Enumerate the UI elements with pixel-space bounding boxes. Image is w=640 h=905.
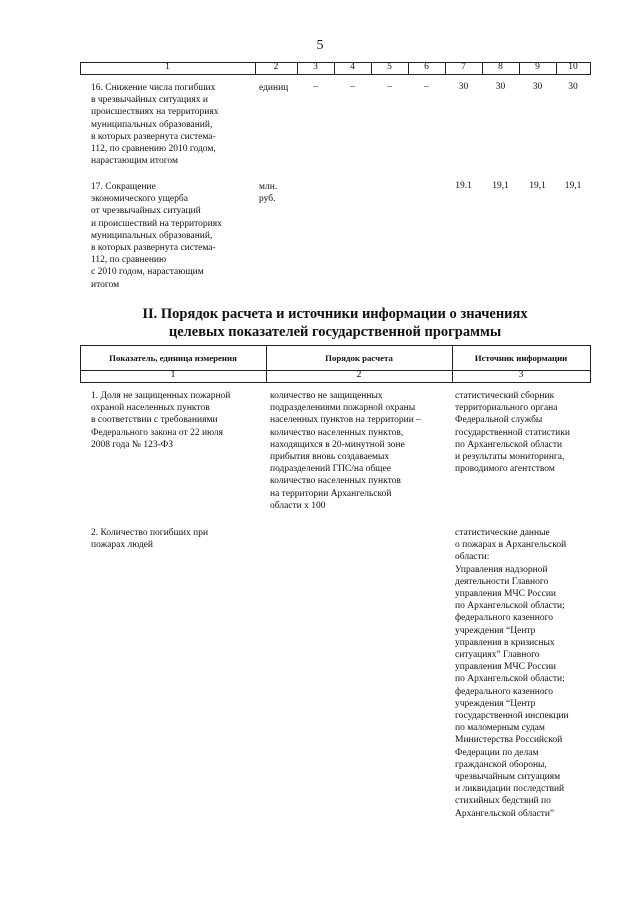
text-line: от чрезвычайных ситуаций — [91, 206, 201, 217]
text-line: итогом — [91, 279, 120, 290]
top-col-number: 3 — [313, 62, 318, 72]
text-line: с 2010 годом, нарастающим — [91, 267, 204, 278]
text-line: учреждения “Центр — [455, 698, 536, 709]
source-text — [455, 527, 569, 820]
column-header-source: Источник информации — [474, 353, 568, 363]
text-line: гражданской обороны, — [455, 759, 547, 770]
text-line: 16. Снижение числа погибших — [91, 83, 216, 93]
section-title-line: целевых показателей государственной программы — [168, 324, 502, 340]
unit-text — [259, 181, 277, 205]
text-line: в соответствии с требованиями — [91, 415, 218, 426]
value-cell: 19,1 — [529, 181, 546, 191]
top-col-number: 4 — [350, 62, 355, 72]
value-cell: – — [387, 82, 392, 92]
text-line: количество не защищенных — [270, 391, 383, 401]
value-cell: – — [350, 82, 355, 92]
text-line: и ликвидации последствий — [455, 784, 565, 795]
text-line: на территории Архангельской — [270, 488, 392, 499]
top-col-number: 6 — [424, 62, 429, 72]
text-line: государственной статистики — [455, 427, 570, 438]
top-col-number: 10 — [568, 62, 578, 72]
page-number: 5 — [316, 38, 324, 53]
text-line: Федерации по делам — [455, 747, 539, 758]
column-header-method: Порядок расчета — [325, 353, 393, 363]
text-line: территориального органа — [455, 403, 558, 414]
column-header-indicator: Показатель, единица измерения — [109, 353, 237, 363]
value-cell: 19,1 — [564, 181, 582, 191]
unit-text: единиц — [259, 83, 289, 93]
text-line: Федеральной службы — [455, 415, 543, 426]
top-col-number: 5 — [387, 62, 392, 72]
indicator-text — [91, 82, 218, 167]
text-line: федерального казенного — [455, 613, 554, 624]
value-cell: 30 — [495, 82, 506, 92]
text-line: чрезвычайным ситуациям — [455, 772, 561, 783]
column-number: 2 — [356, 370, 362, 380]
text-line: учреждения “Центр — [455, 625, 536, 636]
text-line: населенных пунктов на территории – — [270, 415, 421, 426]
text-line: области: — [455, 552, 490, 563]
text-line: управления МЧС России — [455, 662, 556, 673]
text-line: подразделениями пожарной охраны — [270, 403, 416, 414]
text-line: государственной инспекции — [455, 711, 569, 722]
text-line: прибытия вновь создаваемых — [270, 452, 390, 463]
value-cell: 30 — [458, 82, 469, 92]
value-cell: – — [313, 82, 318, 92]
text-line: происшествиях на территориях — [91, 107, 219, 118]
text-line: проводимого агентством — [455, 464, 555, 475]
text-line: нарастающим итогом — [91, 156, 178, 167]
text-line: стихийных бедствий по — [455, 796, 551, 807]
top-table-border-bottom — [80, 74, 591, 75]
top-col-number: 1 — [165, 62, 170, 72]
text-line: и происшествий на территориях — [91, 218, 222, 229]
text-line: в которых развернута система- — [91, 131, 216, 142]
top-table-border-right — [590, 62, 591, 74]
value-cell: 30 — [568, 82, 578, 92]
text-line: по Архангельской области; — [455, 674, 565, 685]
value-cell: 19.1 — [455, 181, 472, 191]
text-line: экономического ущерба — [91, 194, 188, 205]
text-line: руб. — [259, 194, 276, 205]
text-line: 17. Сокращение — [91, 182, 156, 192]
column-number: 3 — [518, 370, 524, 380]
text-line: Министерства Российской — [455, 735, 563, 746]
indicator-text — [91, 527, 208, 551]
top-col-number: 8 — [498, 62, 503, 72]
text-line: ситуациях” Главного — [455, 650, 540, 661]
method-text — [270, 390, 421, 512]
text-line: 2008 года № 123-ФЗ — [91, 439, 174, 450]
value-cell: 30 — [532, 82, 543, 92]
text-line: Федерального закона от 22 июля — [91, 427, 223, 438]
text-line: млн. — [259, 182, 278, 192]
text-line: статистические данные — [455, 528, 550, 538]
text-line: 1. Доля не защищенных пожарной — [91, 391, 231, 401]
value-cell: – — [424, 82, 429, 92]
text-line: 112, по сравнению — [91, 255, 167, 266]
bottom-table-numbers-divider — [80, 382, 591, 383]
text-line: деятельности Главного — [455, 576, 549, 587]
text-line: находящихся в 20-минутной зоне — [270, 439, 405, 450]
text-line: области х 100 — [270, 500, 326, 511]
text-line: о пожарах в Архангельской — [455, 540, 567, 551]
bottom-table-border-top — [80, 345, 591, 346]
text-line: охраной населенных пунктов — [91, 403, 210, 414]
bottom-table-border-right — [590, 345, 591, 382]
text-line: управления в кризисных — [455, 637, 555, 648]
text-line: федерального казенного — [455, 686, 554, 697]
text-line: подразделений ГПС/на общее — [270, 464, 391, 475]
top-col-number: 9 — [535, 62, 540, 72]
text-line: количество населенных пунктов, — [270, 427, 404, 438]
text-line: в чрезвычайных ситуациях и — [91, 95, 208, 106]
section-title — [80, 305, 590, 341]
indicator-text — [91, 390, 230, 451]
text-line: по Архангельской области — [455, 439, 563, 450]
top-col-number: 7 — [461, 62, 466, 72]
value-cell: 19,1 — [492, 181, 509, 191]
top-col-number: 2 — [273, 62, 279, 72]
indicator-text — [91, 181, 222, 291]
text-line: и результаты мониторинга, — [455, 452, 565, 463]
text-line: Управления надзорной — [455, 564, 548, 575]
text-line: 112, по сравнению 2010 годом, — [91, 144, 216, 155]
text-line: пожарах людей — [91, 540, 153, 551]
text-line: муниципальных образований, — [91, 119, 213, 130]
section-title-line: II. Порядок расчета и источники информации о значениях — [142, 306, 528, 322]
text-line: по Архангельской области; — [455, 601, 565, 612]
text-line: муниципальных образований, — [91, 230, 213, 241]
source-text — [455, 390, 570, 475]
text-line: управления МЧС России — [455, 589, 556, 600]
text-line: в которых развернута система- — [91, 243, 216, 254]
column-number: 1 — [170, 370, 176, 380]
text-line: 2. Количество погибших при — [91, 528, 209, 538]
text-line: по маломерным судам — [455, 723, 545, 734]
text-line: количество населенных пунктов — [270, 476, 401, 487]
text-line: Архангельской области” — [455, 808, 555, 819]
text-line: статистический сборник — [455, 391, 555, 401]
